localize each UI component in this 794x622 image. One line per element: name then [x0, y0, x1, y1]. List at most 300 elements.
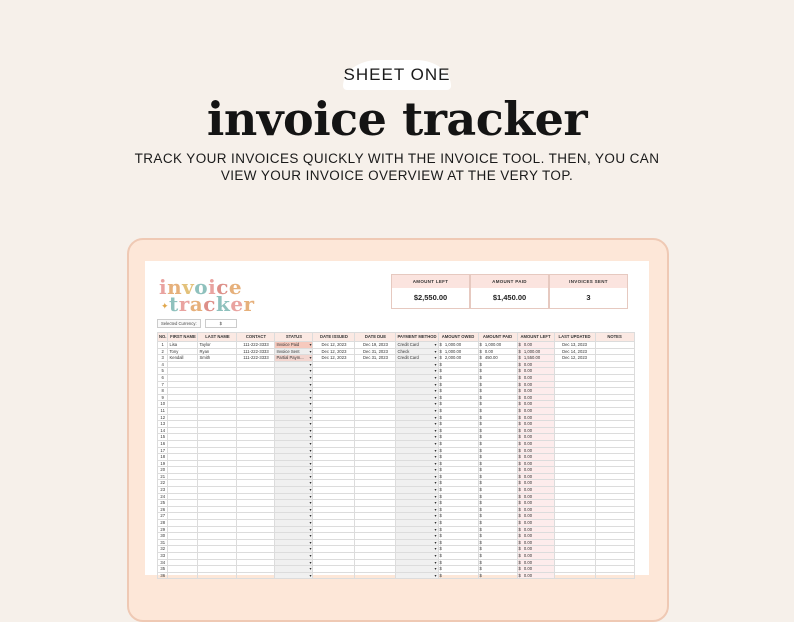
amount-paid-cell[interactable]	[478, 526, 517, 533]
notes-cell[interactable]	[595, 342, 634, 349]
notes-cell[interactable]	[595, 487, 634, 494]
last-name-cell[interactable]	[198, 394, 237, 401]
date-due-cell[interactable]	[355, 407, 396, 414]
notes-cell[interactable]	[595, 480, 634, 487]
amount-paid-cell[interactable]	[478, 513, 517, 520]
amount-paid-cell[interactable]	[478, 500, 517, 507]
first-name-cell[interactable]	[168, 421, 198, 428]
amount-paid-cell[interactable]	[478, 572, 517, 579]
amount-paid-cell[interactable]	[478, 467, 517, 474]
status-dropdown[interactable]	[275, 533, 313, 540]
date-due-cell[interactable]	[355, 440, 396, 447]
date-issued-cell[interactable]	[313, 427, 355, 434]
date-due-cell[interactable]	[355, 566, 396, 573]
notes-cell[interactable]	[595, 513, 634, 520]
amount-paid-cell[interactable]	[478, 553, 517, 560]
payment-method-dropdown[interactable]	[396, 480, 438, 487]
date-due-cell[interactable]	[355, 493, 396, 500]
amount-paid-cell[interactable]	[478, 520, 517, 527]
date-due-cell[interactable]	[355, 533, 396, 540]
notes-cell[interactable]	[595, 473, 634, 480]
amount-left-cell[interactable]	[517, 572, 554, 579]
amount-owed-cell[interactable]	[438, 394, 478, 401]
amount-owed-cell[interactable]	[438, 374, 478, 381]
contact-cell[interactable]	[237, 559, 275, 566]
date-issued-cell[interactable]	[313, 520, 355, 527]
last-updated-cell[interactable]	[554, 480, 595, 487]
notes-cell[interactable]	[595, 559, 634, 566]
amount-left-cell[interactable]	[517, 473, 554, 480]
amount-paid-cell[interactable]	[478, 421, 517, 428]
status-dropdown[interactable]	[275, 480, 313, 487]
last-name-cell[interactable]	[198, 526, 237, 533]
contact-cell[interactable]	[237, 414, 275, 421]
last-updated-cell[interactable]	[554, 414, 595, 421]
amount-owed-cell[interactable]	[438, 546, 478, 553]
date-issued-cell[interactable]	[313, 539, 355, 546]
last-updated-cell[interactable]	[554, 520, 595, 527]
status-dropdown[interactable]	[275, 394, 313, 401]
first-name-cell[interactable]	[168, 427, 198, 434]
date-issued-cell[interactable]	[313, 487, 355, 494]
amount-left-cell[interactable]	[517, 533, 554, 540]
contact-cell[interactable]	[237, 434, 275, 441]
last-updated-cell[interactable]	[554, 440, 595, 447]
date-due-cell[interactable]	[355, 361, 396, 368]
notes-cell[interactable]	[595, 421, 634, 428]
last-name-cell[interactable]	[198, 553, 237, 560]
amount-owed-cell[interactable]	[438, 407, 478, 414]
amount-owed-cell[interactable]	[438, 572, 478, 579]
notes-cell[interactable]	[595, 401, 634, 408]
status-dropdown[interactable]	[275, 460, 313, 467]
notes-cell[interactable]	[595, 520, 634, 527]
status-dropdown[interactable]	[275, 388, 313, 395]
amount-left-cell[interactable]	[517, 348, 554, 355]
last-name-cell[interactable]	[198, 434, 237, 441]
date-issued-cell[interactable]	[313, 460, 355, 467]
amount-paid-cell[interactable]	[478, 381, 517, 388]
status-dropdown[interactable]	[275, 566, 313, 573]
amount-owed-cell[interactable]	[438, 559, 478, 566]
amount-owed-cell[interactable]	[438, 447, 478, 454]
amount-owed-cell[interactable]	[438, 368, 478, 375]
amount-owed-cell[interactable]	[438, 467, 478, 474]
amount-owed-cell[interactable]	[438, 401, 478, 408]
amount-owed-cell[interactable]	[438, 361, 478, 368]
date-due-cell[interactable]	[355, 513, 396, 520]
amount-left-cell[interactable]	[517, 566, 554, 573]
amount-left-cell[interactable]	[517, 553, 554, 560]
first-name-cell[interactable]	[168, 480, 198, 487]
status-dropdown[interactable]: Invoice Sent ▾	[275, 348, 313, 355]
date-issued-cell[interactable]	[313, 401, 355, 408]
amount-paid-cell[interactable]	[478, 539, 517, 546]
date-issued-cell[interactable]	[313, 553, 355, 560]
amount-owed-cell[interactable]	[438, 460, 478, 467]
last-updated-cell[interactable]	[554, 553, 595, 560]
payment-method-dropdown[interactable]	[396, 374, 438, 381]
payment-method-dropdown[interactable]	[396, 553, 438, 560]
amount-paid-cell[interactable]	[478, 434, 517, 441]
payment-method-dropdown[interactable]	[396, 566, 438, 573]
last-name-cell[interactable]	[198, 520, 237, 527]
date-due-cell[interactable]	[355, 394, 396, 401]
last-updated-cell[interactable]	[554, 407, 595, 414]
status-dropdown[interactable]	[275, 513, 313, 520]
date-issued-cell[interactable]	[313, 526, 355, 533]
last-updated-cell[interactable]	[554, 539, 595, 546]
amount-left-cell[interactable]	[517, 520, 554, 527]
amount-paid-cell[interactable]	[478, 493, 517, 500]
amount-left-cell[interactable]	[517, 434, 554, 441]
first-name-cell[interactable]	[168, 434, 198, 441]
first-name-cell[interactable]	[168, 572, 198, 579]
amount-paid-cell[interactable]	[478, 361, 517, 368]
amount-paid-cell[interactable]	[478, 559, 517, 566]
amount-owed-cell[interactable]	[438, 454, 478, 461]
last-updated-cell[interactable]: Dec 14, 2023	[554, 348, 595, 355]
payment-method-dropdown[interactable]	[396, 414, 438, 421]
last-updated-cell[interactable]: Dec 13, 2023	[554, 342, 595, 349]
last-name-cell[interactable]	[198, 493, 237, 500]
date-issued-cell[interactable]	[313, 381, 355, 388]
notes-cell[interactable]	[595, 572, 634, 579]
amount-owed-cell[interactable]	[438, 506, 478, 513]
amount-owed-cell[interactable]	[438, 480, 478, 487]
status-dropdown[interactable]: Invoice Paid ▾	[275, 342, 313, 349]
notes-cell[interactable]	[595, 447, 634, 454]
date-issued-cell[interactable]	[313, 368, 355, 375]
last-updated-cell[interactable]: Dec 12, 2023	[554, 355, 595, 362]
status-dropdown[interactable]	[275, 421, 313, 428]
amount-left-cell[interactable]	[517, 394, 554, 401]
first-name-cell[interactable]	[168, 487, 198, 494]
payment-method-dropdown[interactable]	[396, 440, 438, 447]
last-updated-cell[interactable]	[554, 454, 595, 461]
last-name-cell[interactable]: Taylor	[198, 342, 237, 349]
payment-method-dropdown[interactable]	[396, 493, 438, 500]
last-updated-cell[interactable]	[554, 506, 595, 513]
amount-left-cell[interactable]	[517, 355, 554, 362]
last-updated-cell[interactable]	[554, 513, 595, 520]
first-name-cell[interactable]: Tony	[168, 348, 198, 355]
last-name-cell[interactable]	[198, 407, 237, 414]
date-issued-cell[interactable]	[313, 467, 355, 474]
contact-cell[interactable]	[237, 493, 275, 500]
last-name-cell[interactable]	[198, 388, 237, 395]
first-name-cell[interactable]	[168, 526, 198, 533]
date-issued-cell[interactable]: Dec 12, 2023	[313, 348, 355, 355]
date-issued-cell[interactable]: Dec 12, 2023	[313, 342, 355, 349]
payment-method-dropdown[interactable]	[396, 513, 438, 520]
status-dropdown[interactable]	[275, 526, 313, 533]
last-updated-cell[interactable]	[554, 493, 595, 500]
last-name-cell[interactable]: Ryan	[198, 348, 237, 355]
notes-cell[interactable]	[595, 368, 634, 375]
last-name-cell[interactable]	[198, 401, 237, 408]
notes-cell[interactable]	[595, 506, 634, 513]
amount-left-cell[interactable]	[517, 493, 554, 500]
status-dropdown[interactable]	[275, 493, 313, 500]
amount-paid-cell[interactable]	[478, 447, 517, 454]
first-name-cell[interactable]	[168, 440, 198, 447]
amount-paid-cell[interactable]	[478, 374, 517, 381]
first-name-cell[interactable]	[168, 473, 198, 480]
contact-cell[interactable]	[237, 374, 275, 381]
contact-cell[interactable]	[237, 421, 275, 428]
notes-cell[interactable]	[595, 566, 634, 573]
first-name-cell[interactable]	[168, 401, 198, 408]
status-dropdown[interactable]	[275, 454, 313, 461]
date-due-cell[interactable]	[355, 559, 396, 566]
date-due-cell[interactable]	[355, 414, 396, 421]
first-name-cell[interactable]	[168, 506, 198, 513]
date-issued-cell[interactable]	[313, 388, 355, 395]
last-name-cell[interactable]	[198, 440, 237, 447]
first-name-cell[interactable]	[168, 361, 198, 368]
status-dropdown[interactable]	[275, 487, 313, 494]
date-issued-cell[interactable]	[313, 473, 355, 480]
amount-left-cell[interactable]	[517, 454, 554, 461]
date-due-cell[interactable]	[355, 454, 396, 461]
amount-owed-cell[interactable]	[438, 355, 478, 362]
date-due-cell[interactable]	[355, 500, 396, 507]
contact-cell[interactable]	[237, 401, 275, 408]
first-name-cell[interactable]	[168, 559, 198, 566]
last-updated-cell[interactable]	[554, 401, 595, 408]
status-dropdown[interactable]	[275, 553, 313, 560]
amount-owed-cell[interactable]	[438, 434, 478, 441]
payment-method-dropdown[interactable]	[396, 421, 438, 428]
date-due-cell[interactable]	[355, 427, 396, 434]
date-due-cell[interactable]	[355, 434, 396, 441]
notes-cell[interactable]	[595, 374, 634, 381]
amount-left-cell[interactable]	[517, 381, 554, 388]
payment-method-dropdown[interactable]: Credit Card ▾	[396, 355, 438, 362]
amount-left-cell[interactable]	[517, 526, 554, 533]
payment-method-dropdown[interactable]	[396, 533, 438, 540]
notes-cell[interactable]	[595, 454, 634, 461]
date-due-cell[interactable]	[355, 368, 396, 375]
amount-paid-cell[interactable]	[478, 394, 517, 401]
notes-cell[interactable]	[595, 414, 634, 421]
payment-method-dropdown[interactable]	[396, 467, 438, 474]
last-updated-cell[interactable]	[554, 473, 595, 480]
contact-cell[interactable]	[237, 447, 275, 454]
notes-cell[interactable]	[595, 546, 634, 553]
first-name-cell[interactable]	[168, 454, 198, 461]
last-name-cell[interactable]	[198, 559, 237, 566]
status-dropdown[interactable]	[275, 500, 313, 507]
last-updated-cell[interactable]	[554, 467, 595, 474]
last-updated-cell[interactable]	[554, 546, 595, 553]
status-dropdown[interactable]	[275, 539, 313, 546]
amount-left-cell[interactable]	[517, 480, 554, 487]
last-name-cell[interactable]	[198, 500, 237, 507]
last-updated-cell[interactable]	[554, 421, 595, 428]
status-dropdown[interactable]	[275, 361, 313, 368]
amount-left-cell[interactable]	[517, 500, 554, 507]
date-issued-cell[interactable]	[313, 407, 355, 414]
first-name-cell[interactable]	[168, 467, 198, 474]
contact-cell[interactable]	[237, 473, 275, 480]
contact-cell[interactable]: 111-222-3333	[237, 348, 275, 355]
amount-left-cell[interactable]	[517, 407, 554, 414]
last-name-cell[interactable]	[198, 447, 237, 454]
last-updated-cell[interactable]	[554, 368, 595, 375]
amount-paid-cell[interactable]	[478, 506, 517, 513]
date-issued-cell[interactable]	[313, 546, 355, 553]
date-due-cell[interactable]	[355, 374, 396, 381]
contact-cell[interactable]	[237, 361, 275, 368]
amount-paid-cell[interactable]	[478, 414, 517, 421]
status-dropdown[interactable]	[275, 374, 313, 381]
date-due-cell[interactable]: Dec 31, 2023	[355, 348, 396, 355]
contact-cell[interactable]	[237, 520, 275, 527]
status-dropdown[interactable]	[275, 447, 313, 454]
payment-method-dropdown[interactable]	[396, 381, 438, 388]
last-updated-cell[interactable]	[554, 572, 595, 579]
amount-owed-cell[interactable]	[438, 381, 478, 388]
status-dropdown[interactable]	[275, 467, 313, 474]
date-issued-cell[interactable]	[313, 533, 355, 540]
contact-cell[interactable]	[237, 513, 275, 520]
amount-left-cell[interactable]	[517, 421, 554, 428]
payment-method-dropdown[interactable]	[396, 460, 438, 467]
amount-paid-cell[interactable]	[478, 427, 517, 434]
payment-method-dropdown[interactable]: Credit Card ▾	[396, 342, 438, 349]
date-due-cell[interactable]	[355, 480, 396, 487]
amount-left-cell[interactable]	[517, 374, 554, 381]
amount-owed-cell[interactable]	[438, 493, 478, 500]
first-name-cell[interactable]: Kendall	[168, 355, 198, 362]
payment-method-dropdown[interactable]	[396, 388, 438, 395]
notes-cell[interactable]	[595, 407, 634, 414]
last-name-cell[interactable]	[198, 421, 237, 428]
date-issued-cell[interactable]	[313, 447, 355, 454]
notes-cell[interactable]	[595, 500, 634, 507]
date-issued-cell[interactable]	[313, 513, 355, 520]
contact-cell[interactable]	[237, 407, 275, 414]
status-dropdown[interactable]	[275, 407, 313, 414]
first-name-cell[interactable]	[168, 374, 198, 381]
amount-owed-cell[interactable]	[438, 539, 478, 546]
first-name-cell[interactable]: Lisa	[168, 342, 198, 349]
payment-method-dropdown[interactable]	[396, 454, 438, 461]
first-name-cell[interactable]	[168, 539, 198, 546]
last-name-cell[interactable]	[198, 513, 237, 520]
contact-cell[interactable]	[237, 487, 275, 494]
last-name-cell[interactable]	[198, 454, 237, 461]
date-due-cell[interactable]	[355, 460, 396, 467]
status-dropdown[interactable]	[275, 427, 313, 434]
payment-method-dropdown[interactable]	[396, 407, 438, 414]
date-due-cell[interactable]	[355, 506, 396, 513]
date-issued-cell[interactable]	[313, 434, 355, 441]
first-name-cell[interactable]	[168, 460, 198, 467]
status-dropdown[interactable]	[275, 473, 313, 480]
amount-left-cell[interactable]	[517, 513, 554, 520]
status-dropdown[interactable]	[275, 434, 313, 441]
amount-left-cell[interactable]	[517, 539, 554, 546]
amount-paid-cell[interactable]	[478, 401, 517, 408]
last-name-cell[interactable]	[198, 374, 237, 381]
contact-cell[interactable]	[237, 454, 275, 461]
amount-paid-cell[interactable]	[478, 546, 517, 553]
last-updated-cell[interactable]	[554, 388, 595, 395]
notes-cell[interactable]	[595, 533, 634, 540]
date-due-cell[interactable]	[355, 526, 396, 533]
amount-left-cell[interactable]	[517, 401, 554, 408]
payment-method-dropdown[interactable]	[396, 520, 438, 527]
notes-cell[interactable]	[595, 467, 634, 474]
status-dropdown[interactable]	[275, 381, 313, 388]
amount-left-cell[interactable]	[517, 368, 554, 375]
notes-cell[interactable]	[595, 388, 634, 395]
first-name-cell[interactable]	[168, 447, 198, 454]
last-name-cell[interactable]	[198, 467, 237, 474]
amount-owed-cell[interactable]	[438, 553, 478, 560]
contact-cell[interactable]	[237, 566, 275, 573]
amount-paid-cell[interactable]	[478, 487, 517, 494]
status-dropdown[interactable]: Partial Paym... ▾	[275, 355, 313, 362]
date-due-cell[interactable]	[355, 381, 396, 388]
contact-cell[interactable]	[237, 533, 275, 540]
last-name-cell[interactable]	[198, 480, 237, 487]
last-name-cell[interactable]	[198, 566, 237, 573]
status-dropdown[interactable]	[275, 414, 313, 421]
last-name-cell[interactable]	[198, 460, 237, 467]
contact-cell[interactable]	[237, 381, 275, 388]
date-due-cell[interactable]	[355, 520, 396, 527]
date-issued-cell[interactable]	[313, 493, 355, 500]
date-due-cell[interactable]	[355, 487, 396, 494]
amount-left-cell[interactable]	[517, 460, 554, 467]
last-updated-cell[interactable]	[554, 526, 595, 533]
last-name-cell[interactable]	[198, 487, 237, 494]
last-updated-cell[interactable]	[554, 447, 595, 454]
date-due-cell[interactable]	[355, 388, 396, 395]
contact-cell[interactable]: 111-222-3333	[237, 355, 275, 362]
amount-paid-cell[interactable]	[478, 342, 517, 349]
status-dropdown[interactable]	[275, 520, 313, 527]
first-name-cell[interactable]	[168, 493, 198, 500]
amount-paid-cell[interactable]	[478, 460, 517, 467]
last-name-cell[interactable]	[198, 539, 237, 546]
amount-paid-cell[interactable]	[478, 388, 517, 395]
contact-cell[interactable]	[237, 506, 275, 513]
date-due-cell[interactable]	[355, 539, 396, 546]
last-name-cell[interactable]	[198, 427, 237, 434]
payment-method-dropdown[interactable]	[396, 546, 438, 553]
status-dropdown[interactable]	[275, 572, 313, 579]
amount-paid-cell[interactable]	[478, 368, 517, 375]
last-updated-cell[interactable]	[554, 374, 595, 381]
last-updated-cell[interactable]	[554, 381, 595, 388]
payment-method-dropdown[interactable]	[396, 361, 438, 368]
payment-method-dropdown[interactable]	[396, 394, 438, 401]
amount-owed-cell[interactable]	[438, 342, 478, 349]
status-dropdown[interactable]	[275, 440, 313, 447]
amount-paid-cell[interactable]	[478, 480, 517, 487]
first-name-cell[interactable]	[168, 513, 198, 520]
date-due-cell[interactable]	[355, 421, 396, 428]
date-due-cell[interactable]	[355, 473, 396, 480]
amount-owed-cell[interactable]	[438, 566, 478, 573]
payment-method-dropdown[interactable]	[396, 434, 438, 441]
amount-left-cell[interactable]	[517, 546, 554, 553]
